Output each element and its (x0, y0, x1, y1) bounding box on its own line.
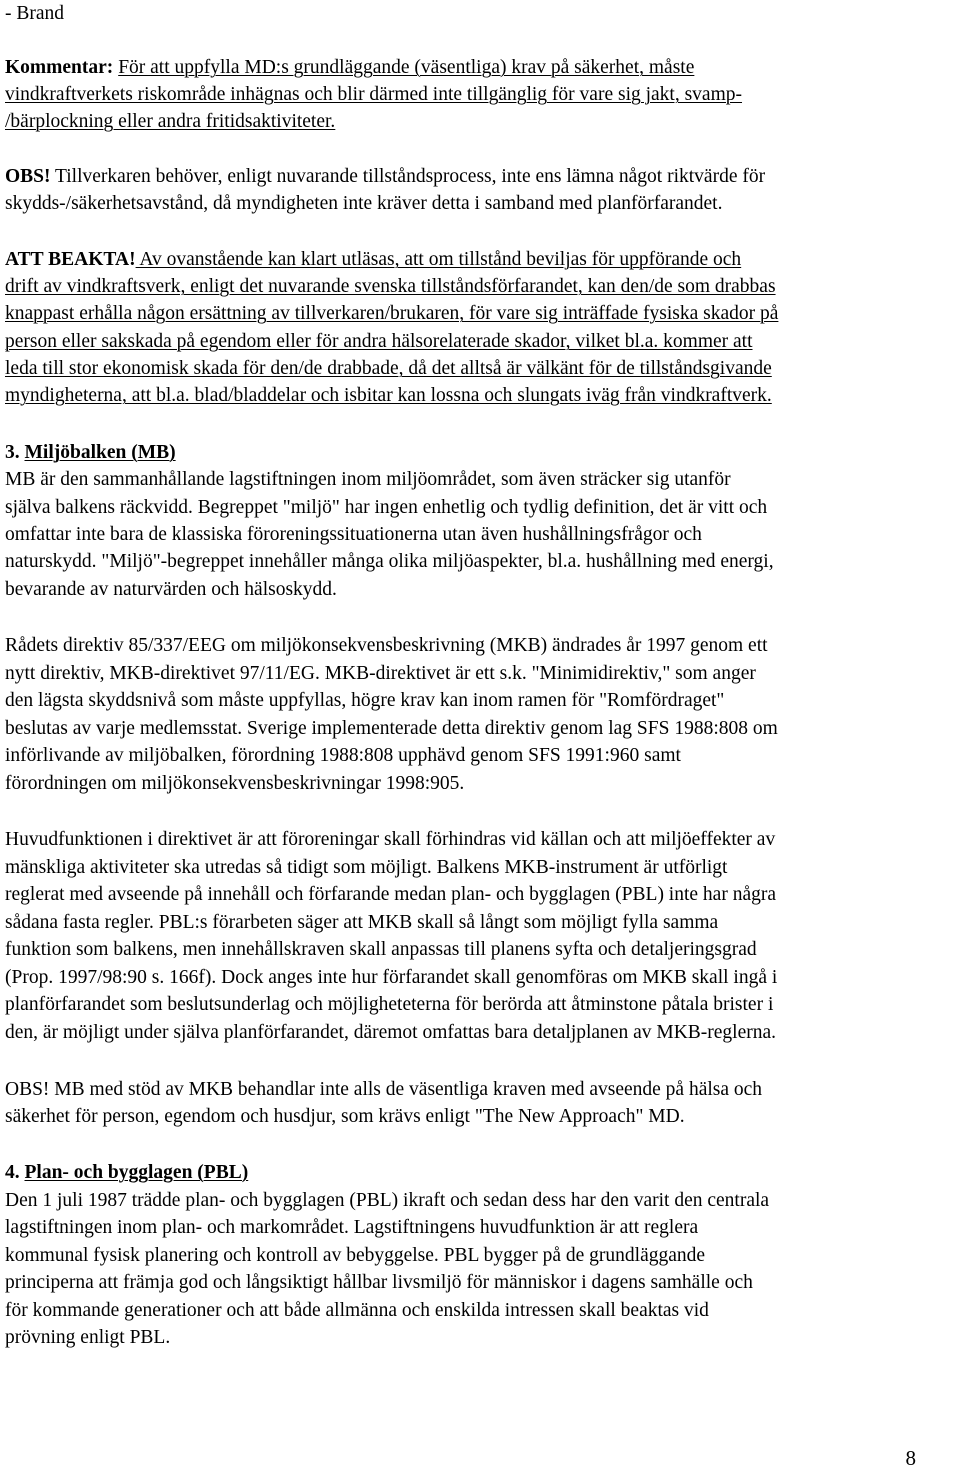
comment-text: För att uppfylla MD:s grundläggande (väsentliga) krav på säkerhet, måste (118, 57, 695, 78)
attention-label: ATT BEAKTA! (5, 249, 136, 270)
obs-label: OBS! (5, 166, 51, 187)
list-item-brand: - Brand (5, 3, 65, 24)
section-heading (5, 439, 176, 466)
section-title: Miljöbalken (MB) (24, 442, 176, 463)
attention-text: Av ovanstående kan klart utläsas, att om tillstånd beviljas för uppförande och (135, 249, 742, 270)
paragraph-line: planförfarandet som beslutsunderlag och möjligheteterna för berörda att åtminstone påtala brister i (5, 994, 774, 1015)
paragraph-line: bevarande av naturvärden och hälsoskydd. (5, 579, 337, 600)
paragraph-line: reglerat med avseende på innehåll och förfarande medan plan- och bygglagen (PBL) inte har några (5, 884, 777, 905)
paragraph-line: Huvudfunktionen i direktivet är att föroreningar skall förhindras vid källan och att miljöeffekter av (5, 829, 776, 850)
paragraph-line: kommunal fysisk planering och kontroll av bebyggelse. PBL bygger på de grundläggande (5, 1245, 706, 1266)
attention-text: myndigheterna, att bl.a. blad/bladdelar och isbitar kan lossna och slungats iväg från vindkraftverk. (5, 385, 772, 406)
paragraph-line: omfattar inte bara de klassiska föroreningssituationerna utan även hushållningsfrågor och (5, 524, 702, 545)
paragraph-line: (Prop. 1997/98:90 s. 166f). Dock anges inte hur förfarandet skall genomföras om MKB skall ingå i (5, 967, 778, 988)
paragraph-line: för kommande generationer och att både allmänna och enskilda intressen skall beaktas vid (5, 1300, 709, 1321)
paragraph-line: införlivande av miljöbalken, förordning 1988:808 upphävd genom SFS 1991:960 samt (5, 745, 681, 766)
attention-text: person eller sakskada på egendom eller för andra hälsorelaterade skador, vilket bl.a. kommer att (5, 331, 753, 352)
paragraph-line: Rådets direktiv 85/337/EEG om miljökonsekvensbeskrivning (MKB) ändrades år 1997 genom ett (5, 635, 768, 656)
obs-note (5, 163, 765, 190)
paragraph-line: principerna att främja god och långsiktigt hållbar livsmiljö för människor i dagens samhälle och (5, 1272, 753, 1293)
comment-text: /bärplockning eller andra fritidsaktiviteter. (5, 111, 336, 132)
paragraph-line: lagstiftningen inom plan- och markområdet. Lagstiftningens huvudfunktion är att reglera (5, 1217, 699, 1238)
paragraph-line: säkerhet för person, egendom och husdjur, som krävs enligt "The New Approach" MD. (5, 1106, 685, 1127)
paragraph-line: prövning enligt PBL. (5, 1327, 171, 1348)
section-number: 3. (5, 442, 25, 463)
attention-text: leda till stor ekonomisk skada för den/de drabbade, då det alltså är välkänt för de tillståndsgivande (5, 358, 772, 379)
paragraph-line: den lägsta skyddsnivå som måste uppfyllas, högre krav kan inom ramen för "Romfördraget" (5, 690, 725, 711)
comment-text: vindkraftverkets riskområde inhägnas och blir därmed inte tillgänglig för vare sig jakt, svamp- (5, 84, 743, 105)
paragraph-line: Den 1 juli 1987 trädde plan- och bygglagen (PBL) ikraft och sedan dess har den varit den centrala (5, 1190, 770, 1211)
obs-text: skydds-/säkerhetsavstånd, då myndigheten inte kräver detta i samband med planförfarandet. (5, 193, 723, 214)
paragraph-line: OBS! MB med stöd av MKB behandlar inte alls de väsentliga kraven med avseende på hälsa och (5, 1079, 763, 1100)
paragraph-line: nytt direktiv, MKB-direktivet 97/11/EG. MKB-direktivet är ett s.k. "Minimidirektiv," som anger (5, 663, 756, 684)
paragraph-line: den, är möjligt under själva planförfarandet, däremot omfattas bara detaljplanen av MKB-reglerna. (5, 1022, 777, 1043)
paragraph-line: naturskydd. "Miljö"-begreppet innehåller många olika miljöaspekter, bl.a. hushållning med energi, (5, 551, 774, 572)
paragraph-line: funktion som balkens, men innehållskraven skall anpassas till planens syfta och detaljeringsgrad (5, 939, 757, 960)
paragraph-line: själva balkens räckvidd. Begreppet "miljö" har ingen enhetlig och tydlig definition, det är vitt och (5, 497, 768, 518)
section-title: Plan- och bygglagen (PBL) (24, 1162, 249, 1183)
attention-note (5, 246, 741, 273)
section-number: 4. (5, 1162, 25, 1183)
obs-text: Tillverkaren behöver, enligt nuvarande tillståndsprocess, inte ens lämna något riktvärde för (50, 166, 766, 187)
paragraph-line: mänskliga aktiviteter ska utredas så tidigt som möjligt. Balkens MKB-instrument är utförligt (5, 857, 728, 878)
paragraph-line: MB är den sammanhållande lagstiftningen inom miljöområdet, som även sträcker sig utanför (5, 469, 731, 490)
paragraph-line: förordningen om miljökonsekvensbeskrivningar 1998:905. (5, 773, 465, 794)
paragraph-line: sådana fasta regler. PBL:s förarbeten säger att MKB skall så långt som möjligt fylla samma (5, 912, 719, 933)
attention-text: knappast erhålla någon ersättning av tillverkaren/brukaren, för vare sig inträffade fysiska skador på (5, 303, 779, 324)
attention-text: drift av vindkraftsverk, enligt det nuvarande svenska tillståndsförfarandet, kan den/de som drabbas (5, 276, 776, 297)
section-heading (5, 1159, 248, 1186)
comment-label: Kommentar: (5, 57, 114, 78)
page-number: 8 (905, 1446, 916, 1470)
comment-line (5, 54, 694, 81)
paragraph-line: beslutas av varje medlemsstat. Sverige implementerade detta direktiv genom lag SFS 1988:808 om (5, 718, 778, 739)
